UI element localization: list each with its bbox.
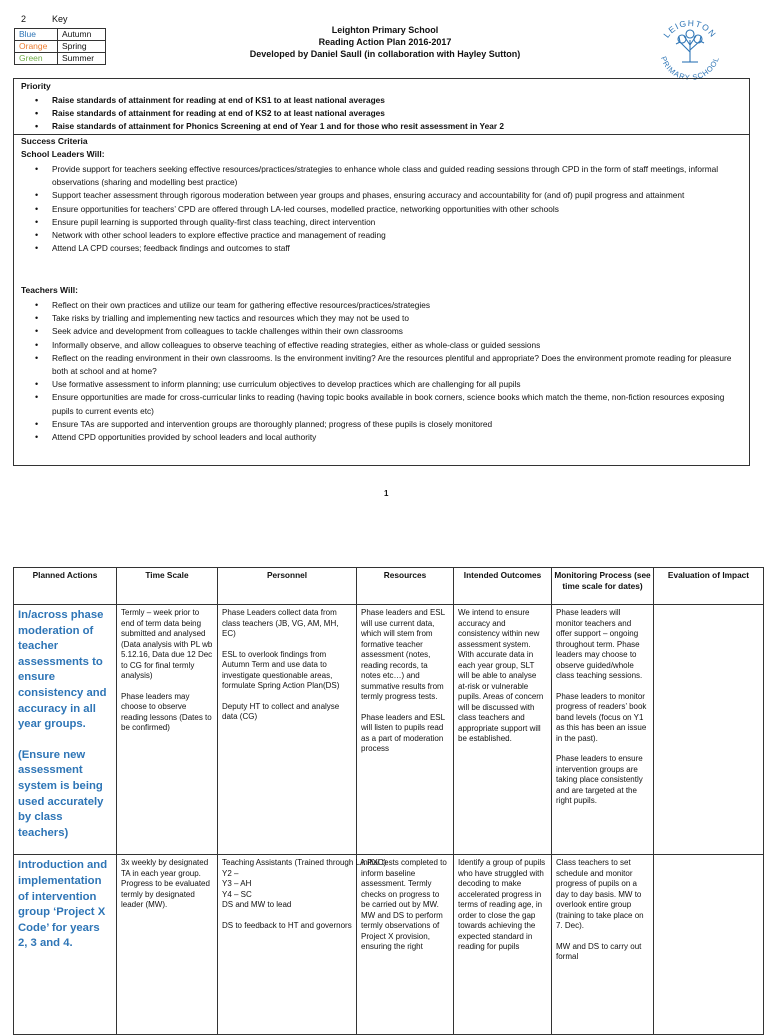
action-text: In/across phase moderation of teacher assessments to ensure consistency and accuracy in all year groups. [18, 609, 107, 731]
personnel-line: Y3 – AH [222, 879, 252, 889]
divider [14, 134, 749, 135]
key-row [15, 53, 106, 65]
personnel-text: Phase Leaders collect data from class teachers (JB, VG, AM, MH, EC) [222, 608, 339, 638]
list-item: • Seek advice and development from colleagues to tackle challenges within their own classrooms [52, 325, 742, 338]
resources-text: Phase leaders and ESL will use current data, which will stem from formative teacher assessment (notes, reading records, ta notes etc…) and summative results from termly progress tests. [361, 608, 445, 701]
key-row [15, 29, 106, 41]
teachers-heading: Teachers Will: [21, 285, 78, 295]
time-scale-cell [117, 605, 218, 855]
key-row [15, 41, 106, 53]
developer-credit: Developed by Daniel Saull (in collaboration with Hayley Sutton) [249, 49, 521, 59]
key-label: Key [52, 14, 68, 24]
personnel-cell [218, 605, 357, 855]
school-leaders-heading: School Leaders Will: [21, 149, 105, 159]
monitoring-cell [552, 605, 654, 855]
evaluation-cell [654, 855, 764, 1035]
footer-page-number: 1 [384, 489, 389, 498]
key-term-autumn: Autumn [58, 29, 106, 41]
list-item: • Informally observe, and allow colleagues to observe teaching of effective reading strategies, either as whole-class or guided sessions [52, 339, 742, 352]
list-item: • Take risks by trialling and implementing new tactics and resources which they may not be used to [52, 312, 742, 325]
personnel-text: Deputy HT to collect and analyse data (CG) [222, 701, 340, 721]
priority-success-box [13, 78, 750, 466]
outcomes-cell [454, 605, 552, 855]
key-table [14, 28, 106, 65]
logo-tree-icon [676, 30, 704, 62]
personnel-line: Teaching Assistants (Trained through LA PXC) [222, 858, 387, 868]
time-text: Phase leaders may choose to observe reading lessons (Dates to be confirmed) [121, 691, 212, 732]
monitoring-text: MW and DS to carry out formal [556, 941, 642, 962]
priority-heading: Priority [21, 81, 51, 91]
list-item: • Reflect on the reading environment in their own classrooms. Is the environment inviting? Are the resources plentiful and appropriate? Does the environment promote reading for pleasure both at school and at home? [52, 352, 742, 378]
list-item: • Ensure pupil learning is supported through quality-first class teaching, direct intervention [52, 216, 742, 229]
list-item: • Ensure opportunities are made for cross-curricular links to reading (having topic books available in book corners, science books which match the theme, non-fiction resources exposing pupils to current events etc) [52, 391, 742, 417]
planned-action-cell [14, 855, 117, 1035]
header-resources: Resources [357, 568, 454, 605]
outcomes-text: We intend to ensure accuracy and consistency within new assessment system. With accurate data in each year group, SLT will be able to analyse at-risk or vulnerable pupils. Areas of concern will be discussed with class teachers and appropriate support will be established. [458, 608, 544, 743]
header-intended-outcomes: Intended Outcomes [454, 568, 552, 605]
school-logo-icon [652, 12, 728, 88]
personnel-line: DS to feedback to HT and governors [222, 920, 352, 930]
action-note: (Ensure new assessment system is being used accurately by class teachers) [18, 748, 104, 839]
monitoring-text: Phase leaders to monitor progress of readers’ book band levels (focus on Y1 as this has been an issue in the past). [556, 691, 647, 743]
time-text: 3x weekly by designated TA in each year group. Progress to be evaluated termly by designated leader (MW). [121, 858, 210, 910]
outcomes-cell [454, 855, 552, 1035]
monitoring-text: Phase leaders to ensure intervention groups are taking place consistently and are targeted at the right pupils. [556, 754, 643, 805]
resources-text: Phase leaders and ESL will listen to pupils read as a part of moderation process [361, 712, 445, 753]
key-color-orange: Orange [15, 41, 58, 53]
list-item: • Support teacher assessment through rigorous moderation between year groups and phases, ensuring accuracy and accountability for (and of) pupil progress and attainment [52, 189, 742, 202]
page-number: 2 [21, 14, 27, 24]
resources-cell [357, 855, 454, 1035]
header-planned-actions: Planned Actions [14, 568, 117, 605]
header-monitoring-process: Monitoring Process (see time scale for dates) [552, 568, 654, 605]
monitoring-text: Phase leaders will monitor teachers and offer support – ongoing throughout term. Phase leaders may choose to observe guided/whole class teaching sessions. [556, 608, 643, 680]
table-row [14, 855, 764, 1035]
logo-bottom-text: PRIMARY SCHOOL [658, 55, 722, 83]
key-color-green: Green [15, 53, 58, 65]
monitoring-cell [552, 855, 654, 1035]
table-row [14, 605, 764, 855]
evaluation-cell [654, 605, 764, 855]
action-text: Introduction and implementation of intervention group ‘Project X Code’ for years 2, 3 and 4. [18, 859, 108, 950]
resources-cell [357, 605, 454, 855]
list-item: • Raise standards of attainment for reading at end of KS1 to at least national averages [52, 94, 742, 107]
key-term-summer: Summer [58, 53, 106, 65]
table-header-row [14, 568, 764, 605]
plan-name: Reading Action Plan 2016-2017 [318, 37, 452, 47]
list-item: • Reflect on their own practices and utilize our team for gathering effective resources/practices/strategies [52, 299, 742, 312]
list-item: • Attend CPD opportunities provided by school leaders and local authority [52, 431, 742, 444]
key-color-blue: Blue [15, 29, 58, 41]
key-term-spring: Spring [58, 41, 106, 53]
resources-text: Initial tests completed to inform baseline assessment. Termly checks on progress to be carried out by MW. MW and DS to perform termly observations of Project X provision, ensuring the right [361, 858, 447, 952]
time-scale-cell [117, 855, 218, 1035]
school-leaders-list [52, 163, 742, 255]
list-item: • Use formative assessment to inform planning; use curriculum objectives to develop practices which are challenging for all pupils [52, 378, 742, 391]
header-personnel: Personnel [218, 568, 357, 605]
personnel-text: ESL to overlook findings from Autumn Term and use data to investigate questionable areas, formulate Spring Action Plan(DS) [222, 649, 340, 690]
header-time-scale: Time Scale [117, 568, 218, 605]
personnel-cell [218, 855, 387, 1035]
monitoring-text: Class teachers to set schedule and monitor progress of pupils on a day to day basis. MW to overlook entire group (training to take place on 7. Dec). [556, 858, 644, 931]
list-item: • Raise standards of attainment for Phonics Screening at end of Year 1 and for those who resit assessment in Year 2 [52, 120, 742, 133]
action-plan-table [13, 567, 764, 1035]
list-item: • Ensure opportunities for teachers’ CPD are offered through LA-led courses, modelled practice, networking opportunities with other schools [52, 203, 742, 216]
success-criteria-heading: Success Criteria [21, 136, 88, 146]
planned-action-cell [14, 605, 117, 855]
teachers-list [52, 299, 742, 444]
priority-list [52, 94, 742, 134]
list-item: • Attend LA CPD courses; feedback findings and outcomes to staff [52, 242, 742, 255]
document-title [200, 24, 570, 60]
logo-top-text: LEIGHTON [661, 17, 719, 40]
header-evaluation-of-impact: Evaluation of Impact [654, 568, 764, 605]
personnel-line: Y4 – SC [222, 889, 252, 899]
personnel-line: DS and MW to lead [222, 900, 292, 910]
school-name: Leighton Primary School [331, 25, 439, 35]
list-item: • Ensure TAs are supported and intervention groups are thoroughly planned; progress of these pupils is closely monitored [52, 418, 742, 431]
personnel-line: Y2 – [222, 868, 239, 878]
outcomes-text: Identify a group of pupils who have struggled with decoding to make accelerated progress in terms of reading age, in order to close the gap towards achieving the expected standard in reading for pupils [458, 858, 546, 952]
list-item: • Raise standards of attainment for reading at end of KS2 to at least national averages [52, 107, 742, 120]
list-item: • Provide support for teachers seeking effective resources/practices/strategies to enhance whole class and guided reading sessions through CPD in the form of staff meetings, informal observations (sharing and modelling best practice) [52, 163, 742, 189]
time-text: Termly – week prior to end of term data being submitted and analysed (Data analysis with PL wb 5.12.16, Data due 12 Dec to CG for final termly analysis) [121, 608, 213, 680]
list-item: • Network with other school leaders to explore effective practice and management of reading [52, 229, 742, 242]
